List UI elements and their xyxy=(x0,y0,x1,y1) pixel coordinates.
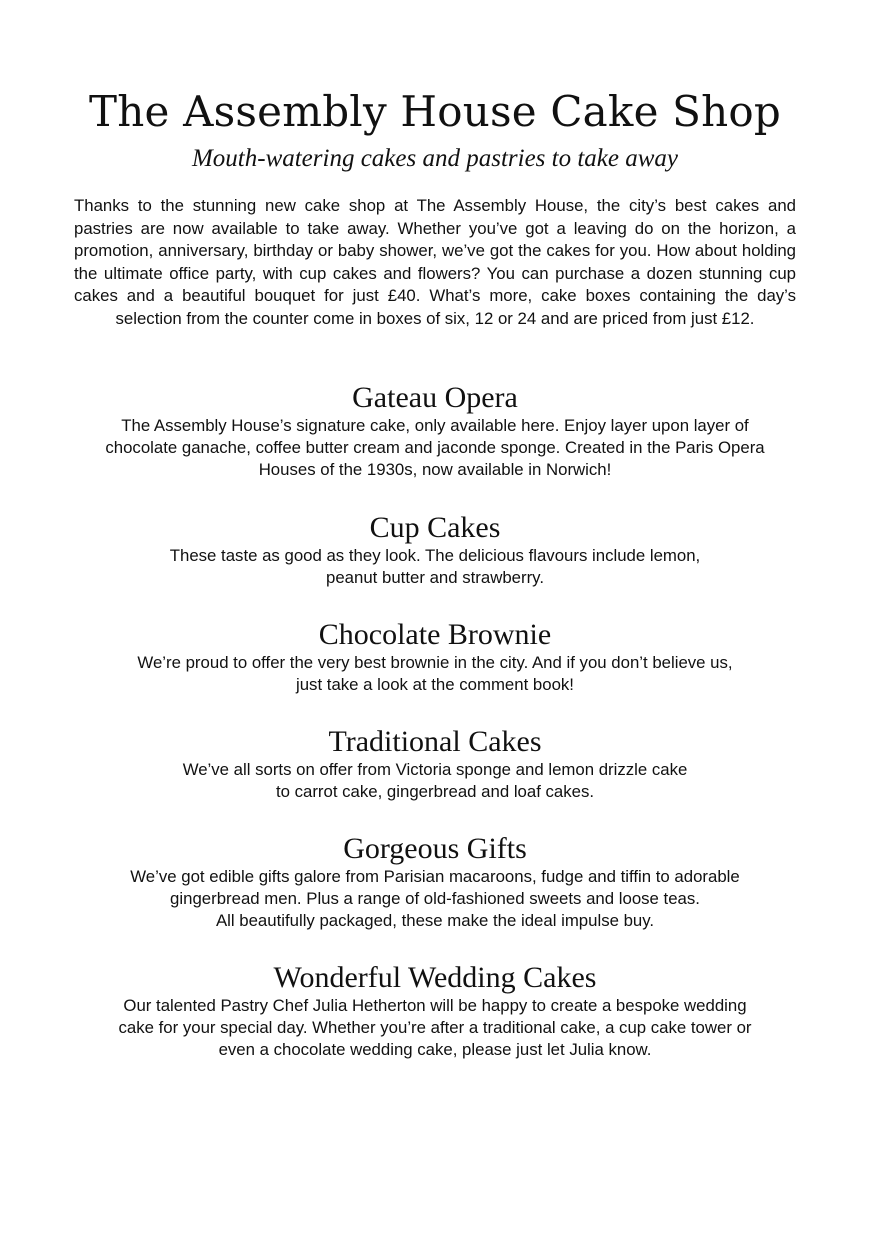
section-body xyxy=(0,415,870,482)
section-gateau-opera xyxy=(0,381,870,482)
page-title: The Assembly House Cake Shop xyxy=(89,87,781,136)
body-line: We’ve got edible gifts galore from Parisian macaroons, fudge and tiffin to adorable xyxy=(130,867,740,886)
body-line: peanut butter and strawberry. xyxy=(326,568,544,588)
body-line: to carrot cake, gingerbread and loaf cakes. xyxy=(275,782,595,802)
section-heading: Wonderful Wedding Cakes xyxy=(273,961,597,994)
body-line: These taste as good as they look. The delicious flavours include lemon, xyxy=(169,546,701,565)
body-line: The Assembly House’s signature cake, only available here. Enjoy layer upon layer of xyxy=(121,416,749,435)
page-subtitle: Mouth-watering cakes and pastries to take away xyxy=(191,145,679,172)
body-line: Our talented Pastry Chef Julia Hetherton will be happy to create a bespoke wedding xyxy=(123,996,747,1015)
section-cup-cakes xyxy=(0,511,870,589)
section-heading: Gorgeous Gifts xyxy=(343,832,527,865)
section-body xyxy=(0,652,870,696)
section-gorgeous-gifts xyxy=(0,832,870,933)
section-heading: Chocolate Brownie xyxy=(318,618,552,651)
body-line: Houses of the 1930s, now available in Norwich! xyxy=(258,460,612,480)
section-body xyxy=(0,545,870,589)
body-line: chocolate ganache, coffee butter cream and jaconde sponge. Created in the Paris Opera xyxy=(105,438,765,458)
section-heading: Gateau Opera xyxy=(352,381,518,414)
section-wonderful-wedding-cakes xyxy=(0,961,870,1062)
section-heading: Cup Cakes xyxy=(369,511,501,544)
body-line: just take a look at the comment book! xyxy=(296,675,574,695)
body-line: even a chocolate wedding cake, please just let Julia know. xyxy=(218,1040,652,1060)
section-heading: Traditional Cakes xyxy=(328,725,542,758)
body-line: cake for your special day. Whether you’re after a traditional cake, a cup cake tower or xyxy=(118,1018,752,1038)
section-chocolate-brownie xyxy=(0,618,870,696)
body-line: We’ve all sorts on offer from Victoria sponge and lemon drizzle cake xyxy=(182,760,688,779)
intro-paragraph: Thanks to the stunning new cake shop at The Assembly House, the city’s best cakes and pastries are now available to take away. Whether you’ve got a leaving do on the horizon, a promotion, anniversary, birthday or baby shower, we’ve got the cakes for you. How about holding the ultimate office party, with cup cakes and flowers? You can purchase a dozen stunning cup cakes and a beautiful bouquet for just £40. What’s more, cake boxes containing the day’s selection from the counter come in boxes of six, 12 or 24 and are priced from just £12. xyxy=(74,196,796,328)
section-body xyxy=(0,995,870,1062)
body-line: We’re proud to offer the very best brownie in the city. And if you don’t believe us, xyxy=(137,653,733,672)
body-line: All beautifully packaged, these make the ideal impulse buy. xyxy=(215,911,655,931)
section-body xyxy=(0,866,870,933)
body-line: gingerbread men. Plus a range of old-fashioned sweets and loose teas. xyxy=(170,889,700,909)
section-body xyxy=(0,759,870,803)
section-traditional-cakes xyxy=(0,725,870,803)
